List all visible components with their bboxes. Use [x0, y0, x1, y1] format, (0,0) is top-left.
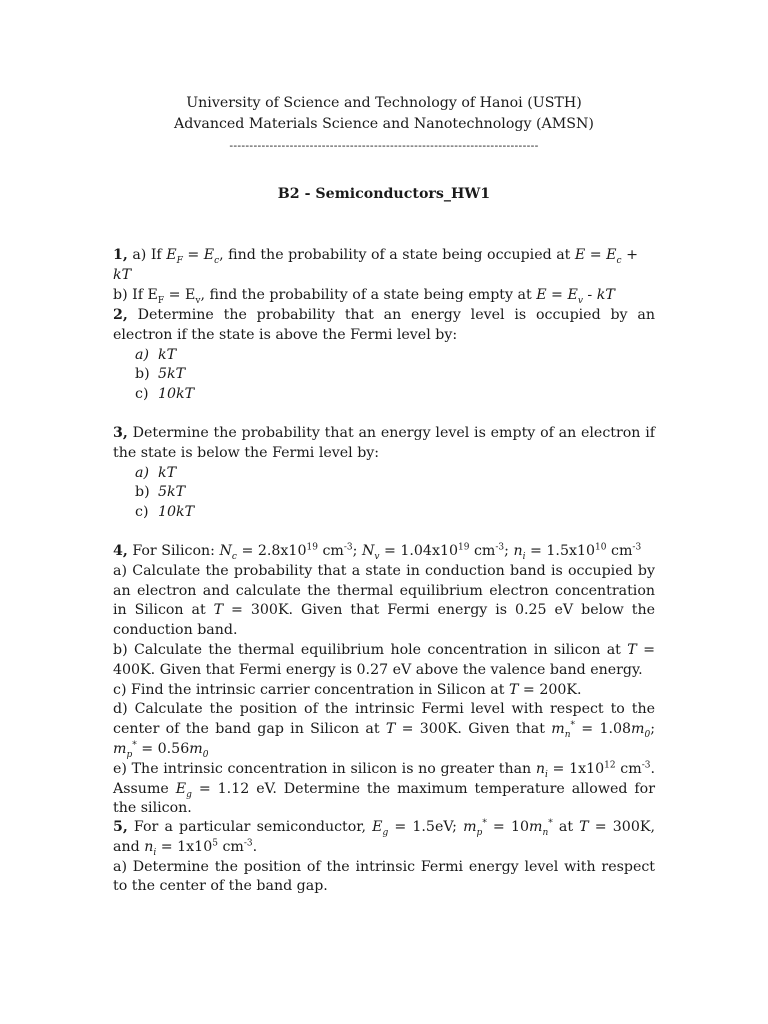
- q4-intro: 4, For Silicon: $N_c = 2.8x10^{19}$ $cm^{-3}$; $N_v = 1.04x10^{19}$ $cm^{-3}$; $n_i = 1.5x10^{10}$ $cm^{-3}$: [113, 542, 642, 562]
- q4-part-d: d) Calculate the position of the intrinsic Fermi level with respect to the center of the band gap in Silicon at T = 300K. Given that $m_n^* = 1.08m_0$; $m_p^* = 0.56m_0$: [113, 701, 656, 760]
- q5-part-a: a) Determine the position of the intrinsic Fermi energy level with respect to the center of the band gap.: [113, 858, 655, 895]
- q4-part-c: c) Find the intrinsic carrier concentration in Silicon at T = 200K.: [113, 681, 582, 698]
- question-5: [113, 818, 655, 897]
- q2-text: 2, Determine the probability that an energy level is occupied by an electron if the state is above the Fermi level by:: [113, 307, 655, 343]
- q3-option-c: c) 10kT: [135, 504, 195, 521]
- q5-text: 5, For a particular semiconductor, $E_g = 1.5eV$; $m_p^* = 10m_n^*$ at T = 300K, and $n_i = 1x10^5$ $cm^{-3}$.: [113, 818, 655, 858]
- q4-part-e: e) The intrinsic concentration in silicon is no greater than $n_i = 1x10^{12}$ $cm^{-3}$. Assume $E_g = 1.12$ eV. Determine the maximum temperature allowed for the silicon.: [113, 760, 655, 817]
- header-divider: -----------------------------------------------------------------------------: [229, 139, 539, 152]
- question-3: [113, 424, 655, 523]
- q2-options: [113, 346, 655, 405]
- document-header: [0, 93, 768, 156]
- q3-option-a: a) kT: [135, 464, 177, 481]
- question-1: [113, 246, 655, 305]
- q1-part-a: 1, a) If $E_F = E_c$, find the probability of a state being occupied at $E = E_c$ + kT: [113, 247, 638, 283]
- q1-part-b: b) If $E_F = E_v$, find the probability of a state being empty at $E = E_v$ - kT: [113, 286, 615, 306]
- q3-options: [113, 464, 655, 523]
- question-4: [113, 542, 655, 819]
- q2-option-a: a) kT: [135, 346, 177, 363]
- question-2: [113, 306, 655, 405]
- q4-part-b: b) Calculate the thermal equilibrium hole concentration in silicon at T = 400K. Given that Fermi energy is 0.27 eV above the valence band energy.: [113, 641, 655, 678]
- department-name: Advanced Materials Science and Nanotechnology (AMSN): [174, 116, 594, 132]
- q3-text: 3, Determine the probability that an energy level is empty of an electron if the state is below the Fermi level by:: [113, 425, 656, 461]
- q2-option-b: b) 5kT: [135, 366, 186, 383]
- university-name: University of Science and Technology of Hanoi (USTH): [186, 95, 582, 111]
- q4-part-a: a) Calculate the probability that a state in conduction band is occupied by an electron and calculate the thermal equilibrium electron concentration in Silicon at T = 300K. Given that Fermi energy is 0.25 eV below the conduction band.: [113, 562, 655, 639]
- q2-option-c: c) 10kT: [135, 386, 195, 403]
- document-title: B2 - Semiconductors_HW1: [277, 186, 491, 202]
- q3-option-b: b) 5kT: [135, 484, 186, 501]
